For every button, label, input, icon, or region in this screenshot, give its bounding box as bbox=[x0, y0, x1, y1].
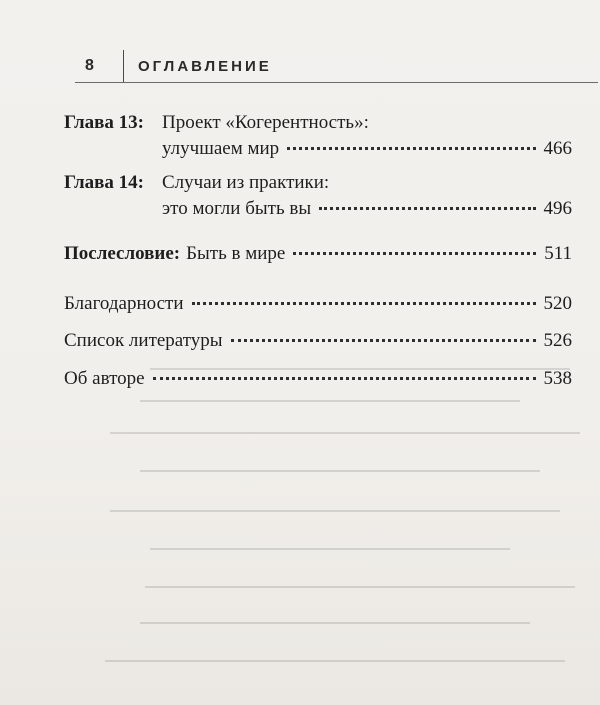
toc-entry-about-author bbox=[64, 368, 572, 394]
toc-chapter-title-cont: это могли быть вы bbox=[162, 198, 312, 219]
toc-afterword-label: Послесловие: bbox=[64, 243, 181, 264]
toc-chapter-title: Случаи из практики: bbox=[162, 172, 330, 193]
toc-entry-bibliography bbox=[64, 330, 572, 356]
toc-entry-title: Благодарности bbox=[64, 293, 184, 314]
page-header bbox=[75, 50, 272, 82]
toc-leader-dots bbox=[192, 301, 536, 305]
section-title: ОГЛАВЛЕНИЕ bbox=[138, 57, 272, 75]
toc-leader-dots bbox=[319, 206, 535, 210]
toc-leader-dots bbox=[287, 146, 535, 150]
toc-entry-chapter13-line1 bbox=[64, 112, 572, 138]
header-rule bbox=[75, 82, 598, 83]
toc-page-number: 466 bbox=[543, 138, 572, 159]
toc-entry-chapter14-line2 bbox=[64, 198, 572, 224]
toc-entry-title: Об авторе bbox=[64, 368, 145, 389]
toc-page-number: 526 bbox=[543, 330, 572, 351]
toc-entry-chapter13-line2 bbox=[64, 138, 572, 164]
toc-page-number: 520 bbox=[543, 293, 572, 314]
toc-chapter-label: Глава 14: bbox=[64, 172, 144, 193]
toc-chapter-title: Проект «Когерентность»: bbox=[162, 112, 369, 133]
bleed-through-texture bbox=[60, 360, 600, 705]
toc-chapter-title-cont: улучшаем мир bbox=[162, 138, 280, 159]
toc-entry-acknowledgements bbox=[64, 293, 572, 319]
toc-leader-dots bbox=[231, 338, 536, 342]
toc-entry-title: Список литературы bbox=[64, 330, 223, 351]
toc-entry-afterword bbox=[64, 243, 572, 269]
toc-leader-dots bbox=[153, 376, 536, 380]
header-divider bbox=[123, 50, 124, 82]
toc-page-number: 511 bbox=[544, 243, 572, 264]
toc-afterword-title: Быть в мире bbox=[186, 243, 286, 264]
toc-page-number: 538 bbox=[543, 368, 572, 389]
page-number: 8 bbox=[85, 57, 95, 74]
toc-leader-dots bbox=[293, 251, 536, 255]
toc-page-number: 496 bbox=[543, 198, 572, 219]
toc-entry-chapter14-line1 bbox=[64, 172, 572, 198]
toc-chapter-label: Глава 13: bbox=[64, 112, 144, 133]
